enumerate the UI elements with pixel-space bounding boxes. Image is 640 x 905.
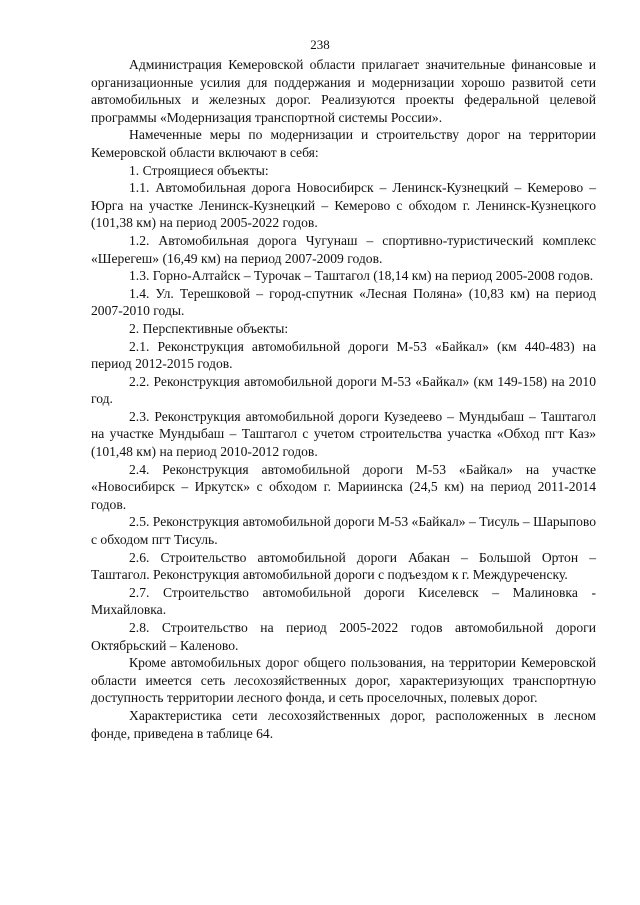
list-item-2-5: 2.5. Реконструкция автомобильной дороги М-53 «Байкал» – Тисуль – Шарыпово с обходом пгт Тисуль. [91, 514, 596, 548]
list-item-1-4: 1.4. Ул. Терешковой – город-спутник «Лесная Поляна» (10,83 км) на период 2007-2010 годы. [91, 285, 596, 319]
list-item-2-1: 2.1. Реконструкция автомобильной дороги М-53 «Байкал» (км 440-483) на период 2012-2015 годов. [91, 338, 596, 372]
list-item-1-2: 1.2. Автомобильная дорога Чугунаш – спортивно-туристический комплекс «Шерегеш» (16,49 км) на период 2007-2009 годов. [91, 232, 596, 266]
list-item-1-3: 1.3. Горно-Алтайск – Турочак – Таштагол (18,14 км) на период 2005-2008 годов. [129, 268, 594, 284]
list-item-2-4: 2.4. Реконструкция автомобильной дороги М-53 «Байкал» на участке «Новосибирск – Иркутск» с обходом г. Мариинска (24,5 км) на период 2011-2014 годов. [91, 461, 596, 512]
section-heading-prospective: 2. Перспективные объекты: [129, 320, 289, 336]
list-item-2-7: 2.7. Строительство автомобильной дороги Киселевск – Малиновка - Михайловка. [91, 584, 596, 618]
paragraph-table-reference: Характеристика сети лесохозяйственных дорог, расположенных в лесном фонде, приведена в таблице 64. [91, 707, 596, 741]
body-text [91, 56, 596, 742]
paragraph-measures: Намеченные меры по модернизации и строительству дорог на территории Кемеровской области включают в себя: [91, 127, 596, 160]
paragraph-intro: Администрация Кемеровской области прилагает значительные финансовые и организационные усилия для поддержания и модернизации хорошо развитой сети автомобильных и железных дорог. Реализуются проекты федеральной целевой программы «Модернизация транспортной системы России». [91, 57, 596, 125]
section-heading-under-construction: 1. Строящиеся объекты: [129, 162, 269, 178]
paragraph-forest-roads: Кроме автомобильных дорог общего пользования, на территории Кемеровской области имеется сеть лесохозяйственных дорог, характеризующих транспортную доступность территории лесного фонда, и сеть проселочных, полевых дорог. [91, 655, 596, 706]
list-item-1-1: 1.1. Автомобильная дорога Новосибирск – Ленинск-Кузнецкий – Кемерово – Юрга на участке Ленинск-Кузнецкий – Кемерово с обходом г. Ленинск-Кузнецкого (101,38 км) на период 2005-2022 годов. [91, 180, 596, 231]
list-item-2-3: 2.3. Реконструкция автомобильной дороги Кузедеево – Мундыбаш – Таштагол на участке Мундыбаш – Таштагол с учетом строительства участка «Обход пгт Каз» (101,48 км) на период 2010-2012 годов. [91, 408, 596, 460]
list-item-2-2: 2.2. Реконструкция автомобильной дороги М-53 «Байкал» (км 149-158) на 2010 год. [91, 373, 596, 407]
list-item-2-6: 2.6. Строительство автомобильной дороги Абакан – Большой Ортон – Таштагол. Реконструкция автомобильной дороги с подъездом к г. Междуреченску. [91, 549, 596, 583]
page-number: 238 [310, 37, 330, 52]
list-item-2-8: 2.8. Строительство на период 2005-2022 годов автомобильной дороги Октябрьский – Каленово. [91, 620, 596, 653]
